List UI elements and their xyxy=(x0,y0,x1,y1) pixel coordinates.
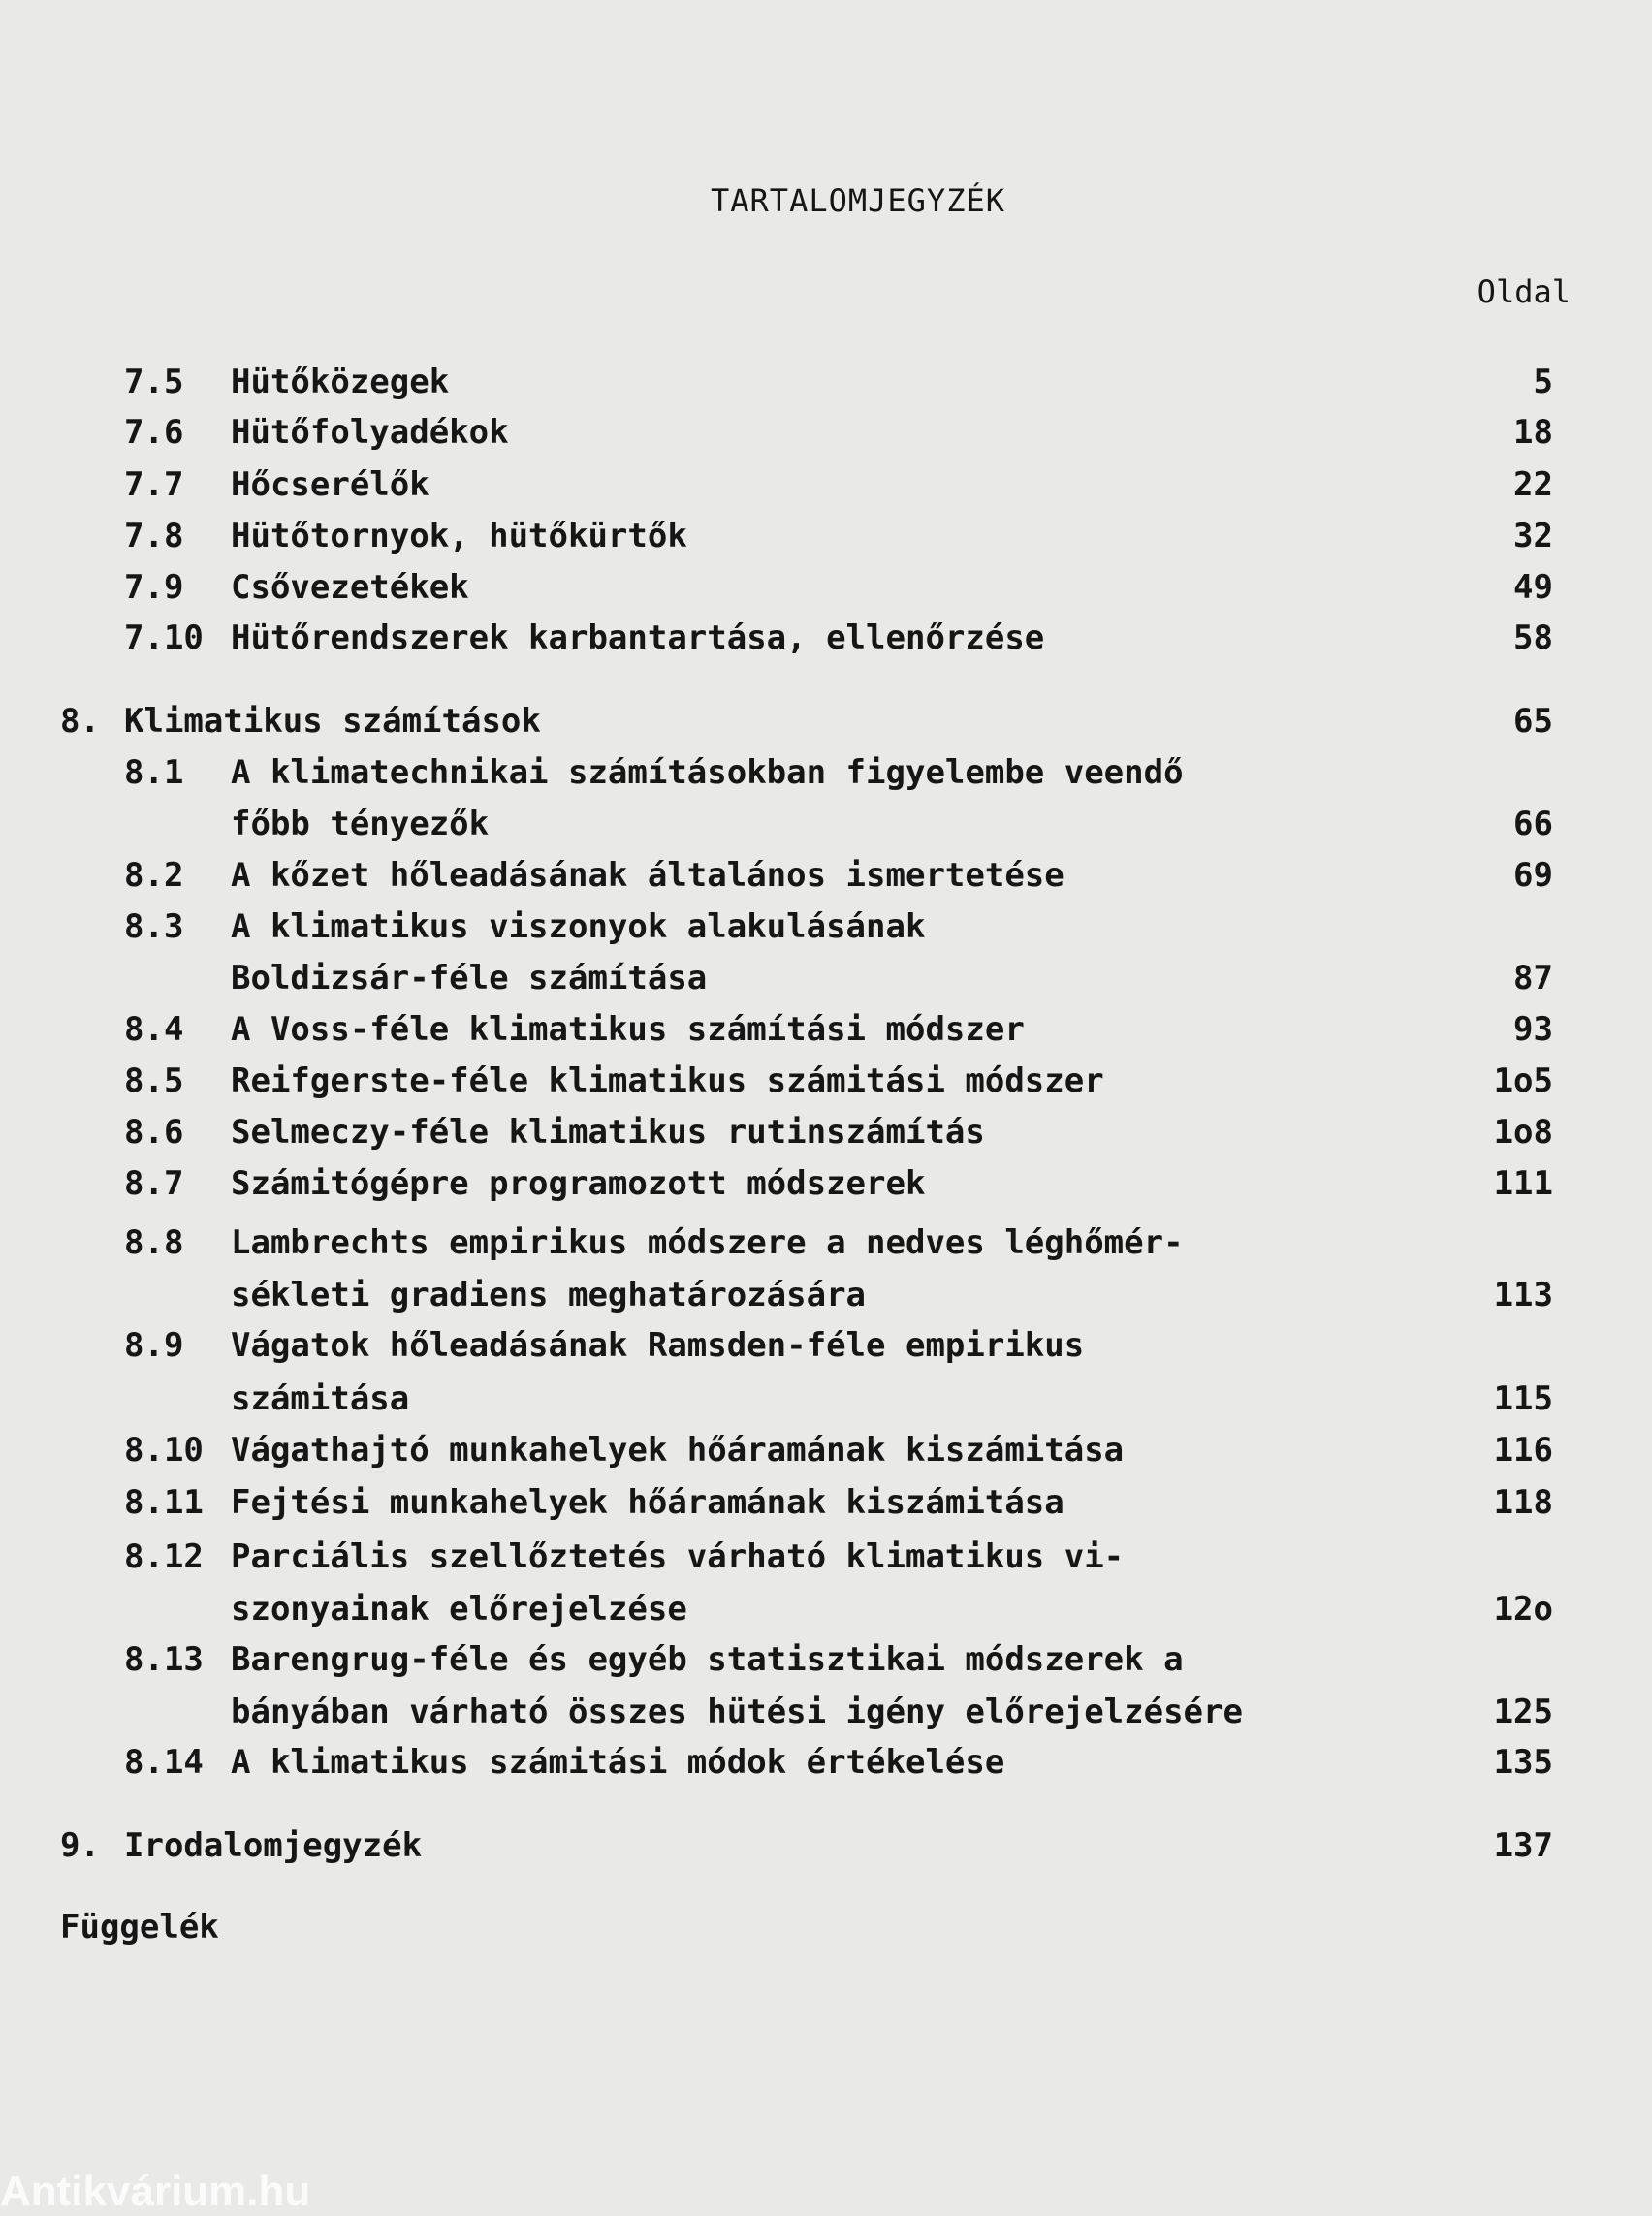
toc-entry-number: 8.13 xyxy=(124,1640,204,1679)
toc-entry xyxy=(0,1374,1652,1425)
toc-entry-number: 8.1 xyxy=(124,753,184,792)
toc-entry xyxy=(0,850,1652,902)
toc-entry-number: 8.14 xyxy=(124,1743,204,1782)
toc-entry-number: 8.6 xyxy=(124,1113,184,1152)
toc-entry-number: 7.7 xyxy=(124,465,184,504)
toc-entry-title: szonyainak előrejelzése xyxy=(231,1590,687,1629)
toc-entry-page: 32 xyxy=(1513,517,1553,555)
watermark: Antikvárium.hu xyxy=(0,2168,311,2215)
toc-entry-title: Csővezetékek xyxy=(231,568,469,607)
toc-entry xyxy=(0,1158,1652,1210)
toc-entry-title: Függelék xyxy=(60,1908,219,1947)
toc-entry-page: 1o8 xyxy=(1493,1113,1553,1152)
toc-entry-title: Reifgerste-féle klimatikus számitási módszer xyxy=(231,1061,1104,1100)
toc-entry xyxy=(0,613,1652,664)
toc-entry-page: 135 xyxy=(1493,1743,1553,1782)
toc-entry-title: Hütőtornyok, hütőkürtők xyxy=(231,517,687,555)
toc-entry-title: Hőcserélők xyxy=(231,465,429,504)
toc-entry-title: Vágatok hőleadásának Ramsden-féle empirikus xyxy=(231,1326,1085,1365)
toc-entry-page: 116 xyxy=(1493,1431,1553,1470)
toc-entry xyxy=(0,511,1652,562)
toc-entry-number: 8.9 xyxy=(124,1326,184,1365)
toc-entry-page: 18 xyxy=(1513,413,1553,452)
toc-entry-title: Lambrechts empirikus módszere a nedves léghőmér- xyxy=(231,1223,1184,1262)
toc-entry xyxy=(0,459,1652,511)
toc-entry xyxy=(0,696,1652,747)
toc-entry-page: 65 xyxy=(1513,702,1553,741)
toc-entry-number: 8.5 xyxy=(124,1061,184,1100)
toc-entry xyxy=(0,1687,1652,1738)
toc-entry-page: 87 xyxy=(1513,959,1553,997)
toc-entry-title: A Voss-féle klimatikus számítási módszer xyxy=(231,1010,1025,1049)
toc-entry-title: Hütőrendszerek karbantartása, ellenőrzése xyxy=(231,618,1045,657)
toc-entry xyxy=(0,1902,1652,1953)
toc-entry-title: Parciális szellőztetés várható klimatikus vi- xyxy=(231,1537,1125,1576)
toc-entry-title: bányában várható összes hütési igény előrejelzésére xyxy=(231,1693,1243,1731)
toc-entry-page: 115 xyxy=(1493,1379,1553,1418)
toc-entry-title: Fejtési munkahelyek hőáramának kiszámitása xyxy=(231,1483,1064,1522)
toc-entry-number: 8.12 xyxy=(124,1537,204,1576)
toc-entry-number: 8.2 xyxy=(124,856,184,895)
toc-entry-number: 8.10 xyxy=(124,1431,204,1470)
toc-entry-page: 125 xyxy=(1493,1693,1553,1731)
toc-entry-title: A kőzet hőleadásának általános ismertetése xyxy=(231,856,1064,895)
toc-entry xyxy=(0,1634,1652,1686)
toc-entry xyxy=(0,1584,1652,1635)
toc-entry xyxy=(0,1107,1652,1158)
toc-entry xyxy=(0,1820,1652,1872)
toc-entry-page: 49 xyxy=(1513,568,1553,607)
toc-entry-title: Számitógépre programozott módszerek xyxy=(231,1164,926,1203)
toc-entry-page: 22 xyxy=(1513,465,1553,504)
toc-entry xyxy=(0,953,1652,1004)
toc-entry xyxy=(0,747,1652,799)
toc-entry-number: 8.4 xyxy=(124,1010,184,1049)
toc-entry-page: 111 xyxy=(1493,1164,1553,1203)
toc-entry-title: A klimatechnikai számításokban figyelembe veendő xyxy=(231,753,1184,792)
toc-entry-title: Barengrug-féle és egyéb statisztikai módszerek a xyxy=(231,1640,1184,1679)
toc-entry-title: Klimatikus számítások xyxy=(124,702,541,741)
toc-entry xyxy=(0,1056,1652,1107)
toc-entry-number: 7.8 xyxy=(124,517,184,555)
toc-entry xyxy=(0,799,1652,850)
page-column-label: Oldal xyxy=(1477,273,1571,310)
toc-entry xyxy=(0,1218,1652,1269)
toc-entry-page: 93 xyxy=(1513,1010,1553,1049)
toc-entry-page: 118 xyxy=(1493,1483,1553,1522)
toc-entry-title: Irodalomjegyzék xyxy=(124,1826,423,1865)
toc-entry xyxy=(0,1425,1652,1476)
toc-entry-title: Hütőközegek xyxy=(231,363,450,401)
toc-entry xyxy=(0,1532,1652,1583)
toc-entry-page: 137 xyxy=(1493,1826,1553,1865)
toc-entry-number: 7.10 xyxy=(124,618,204,657)
toc-entry-number: 8. xyxy=(60,702,100,741)
toc-entry-number: 8.11 xyxy=(124,1483,204,1522)
toc-entry-number: 7.5 xyxy=(124,363,184,401)
toc-entry-title: Hütőfolyadékok xyxy=(231,413,509,452)
toc-entry xyxy=(0,562,1652,614)
toc-entry-page: 69 xyxy=(1513,856,1553,895)
toc-entry-number: 7.6 xyxy=(124,413,184,452)
toc-entry-page: 58 xyxy=(1513,618,1553,657)
toc-entry xyxy=(0,1737,1652,1789)
toc-entry xyxy=(0,357,1652,408)
toc-entry-title: Boldizsár-féle számítása xyxy=(231,959,708,997)
toc-entry-number: 7.9 xyxy=(124,568,184,607)
toc-entry xyxy=(0,407,1652,459)
toc-entry xyxy=(0,1270,1652,1321)
toc-entry-page: 5 xyxy=(1533,363,1553,401)
toc-entry xyxy=(0,902,1652,953)
toc-entry-title: Selmeczy-féle klimatikus rutinszámítás xyxy=(231,1113,985,1152)
toc-entry-title: sékleti gradiens meghatározására xyxy=(231,1276,867,1314)
toc-entry-title: Vágathajtó munkahelyek hőáramának kiszámitása xyxy=(231,1431,1125,1470)
toc-entry-number: 8.3 xyxy=(124,907,184,946)
toc-entry-number: 8.7 xyxy=(124,1164,184,1203)
toc-entry-title: A klimatikus számitási módok értékelése xyxy=(231,1743,1005,1782)
toc-entry-number: 9. xyxy=(60,1826,100,1865)
toc-entry-page: 113 xyxy=(1493,1276,1553,1314)
toc-entry-number: 8.8 xyxy=(124,1223,184,1262)
toc-entry-page: 12o xyxy=(1493,1590,1553,1629)
toc-entry-page: 66 xyxy=(1513,805,1553,843)
toc-entry xyxy=(0,1004,1652,1056)
toc-entry xyxy=(0,1477,1652,1529)
page-title: TARTALOMJEGYZÉK xyxy=(711,182,1005,219)
toc-entry xyxy=(0,1320,1652,1372)
toc-entry-page: 1o5 xyxy=(1493,1061,1553,1100)
toc-entry-title: számitása xyxy=(231,1379,410,1418)
toc-entry-title: A klimatikus viszonyok alakulásának xyxy=(231,907,926,946)
toc-entry-title: főbb tényezők xyxy=(231,805,490,843)
